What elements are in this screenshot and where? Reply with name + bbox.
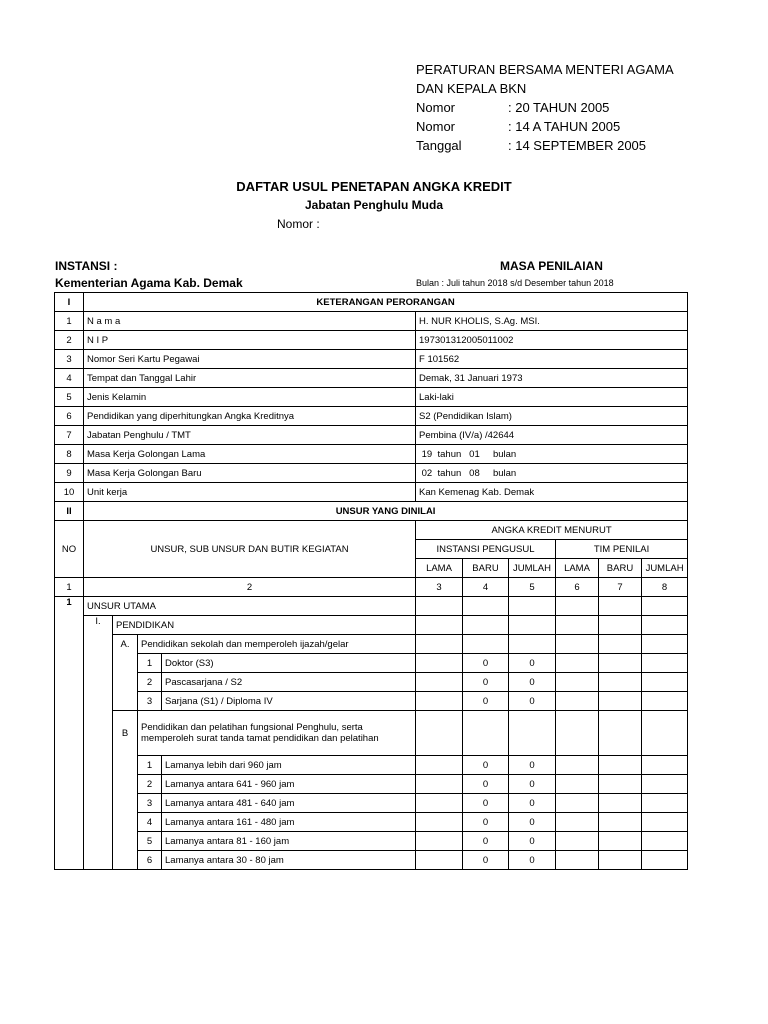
row-label: Jabatan Penghulu / TMT (84, 426, 416, 445)
item-label: Lamanya antara 481 - 640 jam (162, 794, 416, 813)
section-title: UNSUR YANG DINILAI (84, 502, 688, 521)
row-value: S2 (Pendidikan Islam) (416, 407, 688, 426)
item-row (55, 832, 688, 851)
section-row (55, 502, 688, 521)
sub-unsur-label: PENDIDIKAN (113, 616, 416, 635)
item-label: Doktor (S3) (162, 654, 416, 673)
regulation-value: : 14 A TAHUN 2005 (508, 119, 621, 134)
row-value: Demak, 31 Januari 1973 (416, 369, 688, 388)
document-title: DAFTAR USUL PENETAPAN ANGKA KREDIT (236, 179, 512, 194)
instansi-value: Kementerian Agama Kab. Demak (55, 276, 243, 290)
item-baru: 0 (463, 775, 509, 794)
item-number: 1 (138, 654, 162, 673)
column-number: 7 (599, 578, 642, 597)
column-number: 3 (416, 578, 463, 597)
header-baru: BARU (599, 559, 642, 578)
item-jumlah: 0 (509, 851, 556, 870)
row-value: H. NUR KHOLIS, S.Ag. MSI. (416, 312, 688, 331)
item-baru: 0 (463, 832, 509, 851)
personal-row (55, 426, 688, 445)
item-label: Lamanya antara 30 - 80 jam (162, 851, 416, 870)
regulation-row (416, 117, 674, 136)
item-jumlah: 0 (509, 794, 556, 813)
sub-unsur-row (55, 616, 688, 635)
row-number: 3 (55, 350, 84, 369)
group-label: Pendidikan sekolah dan memperoleh ijazah/gelar (138, 635, 416, 654)
row-label: Nomor Seri Kartu Pegawai (84, 350, 416, 369)
item-baru: 0 (463, 673, 509, 692)
personal-row (55, 312, 688, 331)
regulation-header (416, 60, 674, 155)
regulation-key: Nomor (416, 119, 456, 134)
row-number: 2 (55, 331, 84, 350)
unsur-number: 1 (55, 597, 84, 616)
row-number: 8 (55, 445, 84, 464)
document-number: Nomor : (277, 217, 320, 231)
header-no: NO (55, 521, 84, 578)
section-row (55, 293, 688, 312)
column-number-row (55, 578, 688, 597)
regulation-value: : 14 SEPTEMBER 2005 (508, 138, 647, 153)
row-label: Masa Kerja Golongan Baru (84, 464, 416, 483)
item-jumlah: 0 (509, 692, 556, 711)
row-number: 1 (55, 312, 84, 331)
item-number: 6 (138, 851, 162, 870)
masa-penilaian-label: MASA PENILAIAN (500, 259, 603, 273)
item-row (55, 794, 688, 813)
regulation-line-1: PERATURAN BERSAMA MENTERI AGAMA (416, 62, 674, 77)
item-baru: 0 (463, 756, 509, 775)
item-jumlah: 0 (509, 673, 556, 692)
regulation-row (416, 136, 674, 155)
column-number: 4 (463, 578, 509, 597)
item-baru: 0 (463, 813, 509, 832)
item-label: Sarjana (S1) / Diploma IV (162, 692, 416, 711)
unsur-label: UNSUR UTAMA (84, 597, 416, 616)
row-value: Pembina (IV/a) /42644 (416, 426, 688, 445)
item-jumlah: 0 (509, 756, 556, 775)
row-number: 9 (55, 464, 84, 483)
regulation-key: Tanggal (416, 138, 462, 153)
group-row (55, 635, 688, 654)
personal-row (55, 464, 688, 483)
group-number: A. (113, 635, 138, 654)
item-baru: 0 (463, 692, 509, 711)
personal-row (55, 483, 688, 502)
header-jumlah: JUMLAH (509, 559, 556, 578)
unsur-row (55, 597, 688, 616)
row-label: Tempat dan Tanggal Lahir (84, 369, 416, 388)
item-number: 1 (138, 756, 162, 775)
row-label: Masa Kerja Golongan Lama (84, 445, 416, 464)
column-header-row (55, 521, 688, 540)
personal-row (55, 445, 688, 464)
row-label: Pendidikan yang diperhitungkan Angka Kreditnya (84, 407, 416, 426)
personal-row (55, 369, 688, 388)
section-number: I (55, 293, 84, 312)
group-label-line: Pendidikan dan pelatihan fungsional Penghulu, serta (141, 722, 363, 733)
item-number: 2 (138, 673, 162, 692)
row-number: 4 (55, 369, 84, 388)
header-tim-penilai: TIM PENILAI (556, 540, 688, 559)
item-row (55, 654, 688, 673)
header-lama: LAMA (416, 559, 463, 578)
item-number: 2 (138, 775, 162, 794)
item-jumlah: 0 (509, 775, 556, 794)
row-label: N a m a (84, 312, 416, 331)
item-number: 4 (138, 813, 162, 832)
item-label: Lamanya lebih dari 960 jam (162, 756, 416, 775)
column-number: 2 (84, 578, 416, 597)
header-jumlah: JUMLAH (642, 559, 688, 578)
item-jumlah: 0 (509, 813, 556, 832)
item-row (55, 775, 688, 794)
instansi-label: INSTANSI : (55, 259, 118, 273)
section-title: KETERANGAN PERORANGAN (84, 293, 688, 312)
row-number: 10 (55, 483, 84, 502)
item-baru: 0 (463, 851, 509, 870)
regulation-row (416, 98, 674, 117)
section-number: II (55, 502, 84, 521)
header-baru: BARU (463, 559, 509, 578)
masa-penilaian-value: Bulan : Juli tahun 2018 s/d Desember tahun 2018 (416, 278, 614, 288)
item-baru: 0 (463, 654, 509, 673)
item-baru: 0 (463, 794, 509, 813)
row-number: 6 (55, 407, 84, 426)
column-number: 8 (642, 578, 688, 597)
header-unsur: UNSUR, SUB UNSUR DAN BUTIR KEGIATAN (84, 521, 416, 578)
item-row (55, 851, 688, 870)
column-number: 1 (55, 578, 84, 597)
regulation-line-2: DAN KEPALA BKN (416, 81, 527, 96)
item-row (55, 813, 688, 832)
item-label: Lamanya antara 641 - 960 jam (162, 775, 416, 794)
item-number: 3 (138, 692, 162, 711)
header-instansi-pengusul: INSTANSI PENGUSUL (416, 540, 556, 559)
header-lama: LAMA (556, 559, 599, 578)
item-row (55, 756, 688, 775)
header-angka-kredit: ANGKA KREDIT MENURUT (416, 521, 688, 540)
personal-row (55, 350, 688, 369)
row-value: 02 tahun 08 bulan (416, 464, 688, 483)
item-number: 3 (138, 794, 162, 813)
row-label: Unit kerja (84, 483, 416, 502)
group-row (55, 711, 688, 756)
row-value: F 101562 (416, 350, 688, 369)
item-label: Lamanya antara 161 - 480 jam (162, 813, 416, 832)
group-number: B (113, 711, 138, 756)
group-label (138, 711, 416, 756)
sub-unsur-number: I. (84, 616, 113, 635)
credit-table (54, 292, 688, 870)
group-label-line: memperoleh surat tanda tamat pendidikan dan pelatihan (141, 733, 379, 744)
item-row (55, 673, 688, 692)
column-number: 6 (556, 578, 599, 597)
personal-row (55, 388, 688, 407)
regulation-key: Nomor (416, 100, 456, 115)
row-number: 5 (55, 388, 84, 407)
row-value: Kan Kemenag Kab. Demak (416, 483, 688, 502)
personal-row (55, 331, 688, 350)
row-label: N I P (84, 331, 416, 350)
item-jumlah: 0 (509, 832, 556, 851)
item-label: Lamanya antara 81 - 160 jam (162, 832, 416, 851)
item-jumlah: 0 (509, 654, 556, 673)
item-row (55, 692, 688, 711)
row-label: Jenis Kelamin (84, 388, 416, 407)
item-label: Pascasarjana / S2 (162, 673, 416, 692)
row-value: Laki-laki (416, 388, 688, 407)
item-number: 5 (138, 832, 162, 851)
column-number: 5 (509, 578, 556, 597)
personal-row (55, 407, 688, 426)
row-value: 197301312005011002 (416, 331, 688, 350)
row-number: 7 (55, 426, 84, 445)
regulation-value: : 20 TAHUN 2005 (508, 100, 610, 115)
row-value: 19 tahun 01 bulan (416, 445, 688, 464)
document-subtitle: Jabatan Penghulu Muda (304, 198, 443, 212)
